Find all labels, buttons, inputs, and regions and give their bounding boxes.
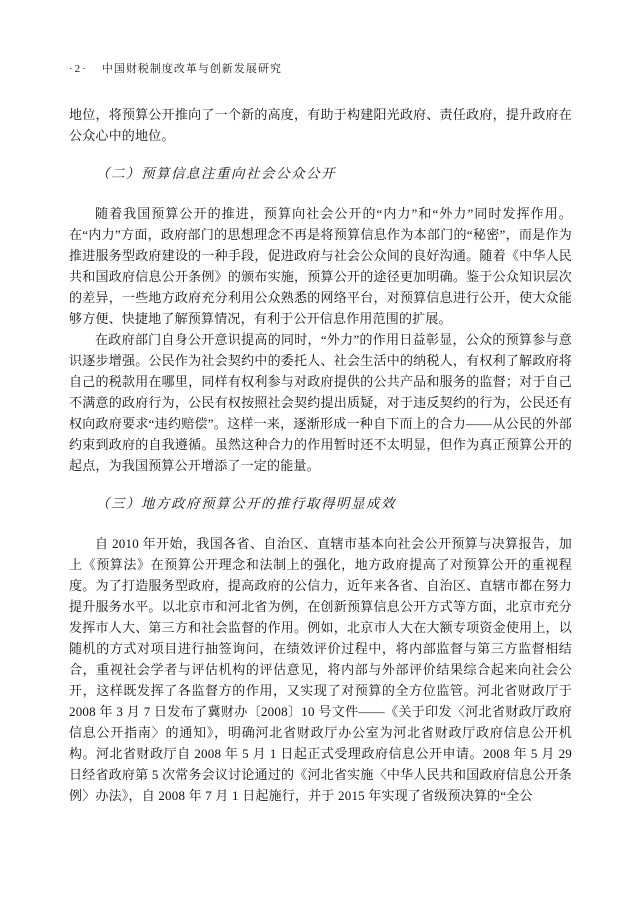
section-heading-2: （二）预算信息注重向社会公众公开 [96, 166, 336, 181]
paragraph-continuation: 地位，将预算公开推向了一个新的高度，有助于构建阳光政府、责任政府，提升政府在公众心中的地位。 [69, 107, 572, 143]
running-header [69, 62, 572, 76]
paragraph: 在政府部门自身公开意识提高的同时，“外力”的作用日益彰显，公众的预算参与意识逐步增强。公民作为社会契约中的委托人、社会生活中的纳税人，有权利了解政府将自己的税款用在哪里，同样有权利参与对政府提供的公共产品和服务的监督；对于自己不满意的政府行为，公民有权按照社会契约提出质疑，对于违反契约的行为，公民还有权向政府要求“违约赔偿”。这样一来，逐渐形成一种自下而上的合力——从公民的外部约束到政府的自我遵循。虽然这种合力的作用暂时还不太明显，但作为真正预算公开的起点，为我国预算公开增添了一定的能量。 [69, 332, 572, 473]
page-content [69, 104, 572, 806]
paragraph: 随着我国预算公开的推进，预算向社会公开的“内力”和“外力”同时发挥作用。在“内力”方面，政府部门的思想理念不再是将预算信息作为本部门的“秘密”，而是作为推进服务型政府建设的一种手段，促进政府与社会公众间的良好沟通。随着《中华人民共和国政府信息公开条例》的颁布实施，预算公开的途径更加明确。鉴于公众知识层次的差异，一些地方政府充分利用公众熟悉的网络平台，对预算信息进行公开，使大众能够方便、快捷地了解预算情况，有利于公开信息作用范围的扩展。 [69, 206, 572, 326]
paragraph: 自 2010 年开始，我国各省、自治区、直辖市基本向社会公开预算与决算报告，加上《预算法》在预算公开理念和法制上的强化，地方政府提高了对预算公开的重视程度。为了打造服务型政府，提高政府的公信力，近年来各省、自治区、直辖市都在努力提升服务水平。以北京市和河北省为例，在创新预算信息公开方式等方面，北京市充分发挥市人大、第三方和社会监督的作用。例如，北京市人大在大额专项资金使用上，以随机的方式对项目进行抽签询问，在绩效评价过程中，将内部监督与第三方监督相结合，重视社会学者与评估机构的评估意见，将内部与外部评价结果综合起来向社会公开，这样既发挥了各监督方的作用，又实现了对预算的全方位监管。河北省财政厅于 2008 年 3 月 7 日发布了冀财办〔2008〕10 号文件——《关于印发〈河北省财政厅政府信息公开指南〉的通知》，明确河北省财政厅办公室为河北省财政厅政府信息公开机构。河北省财政厅自 2008 年 5 月 1 日起正式受理政府信息公开申请。2008 年 5 月 29 日经省政府第 5 次常务会议讨论通过的《河北省实施〈中华人民共和国政府信息公开条例〉办法》，自 2008 年 7 月 1 日起施行，并于 2015 年实现了省级预决算的“全公 [69, 536, 572, 803]
page-number: ·2· [69, 63, 88, 75]
section-heading-3: （三）地方政府预算公开的推行取得明显成效 [96, 496, 396, 511]
running-title: 中国财税制度改革与创新发展研究 [101, 63, 282, 75]
